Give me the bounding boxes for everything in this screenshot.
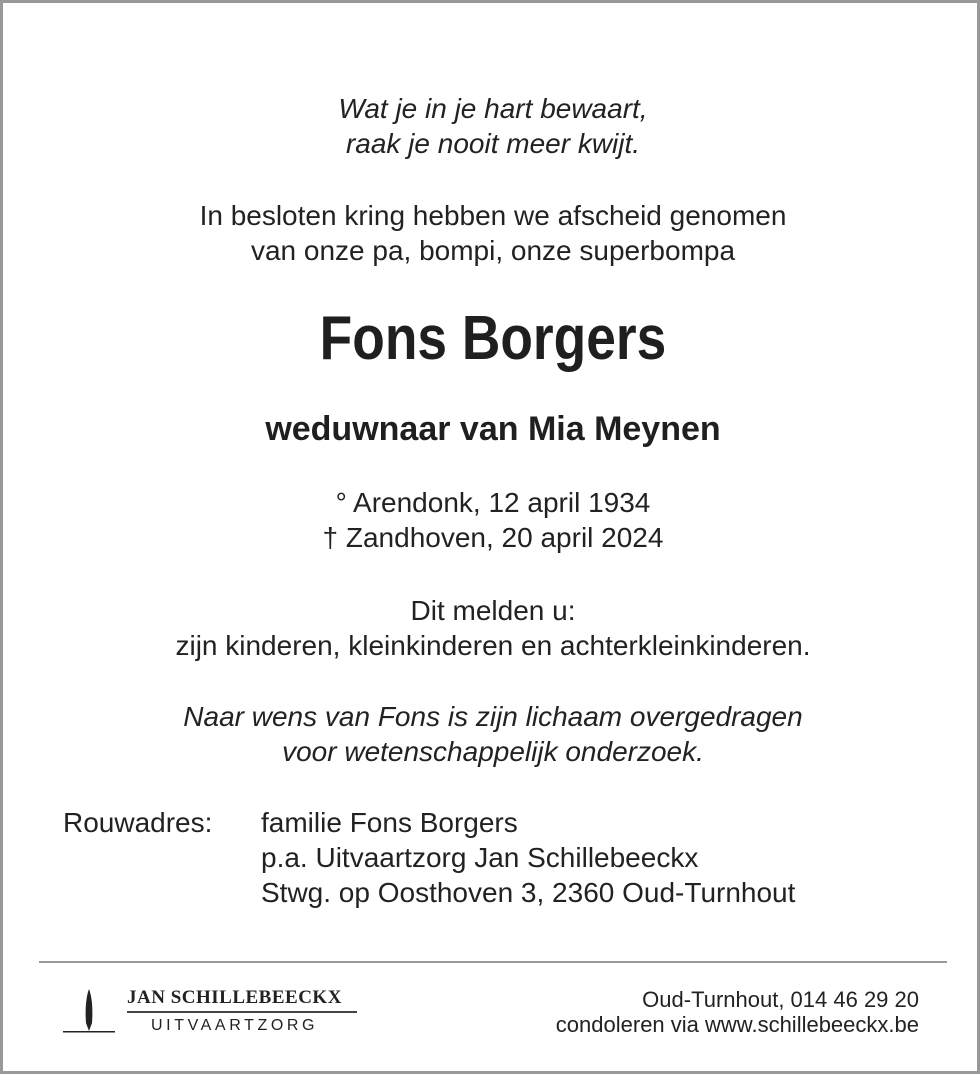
contact-info — [556, 987, 919, 1037]
address-line-1: familie Fons Borgers — [261, 807, 518, 838]
quote-line-1: Wat je in je hart bewaart, — [338, 93, 648, 124]
address-block — [261, 805, 795, 910]
quote-line-2: raak je nooit meer kwijt. — [345, 128, 641, 159]
company-subtitle: UITVAARTZORG — [151, 1017, 319, 1034]
footer-divider — [39, 961, 947, 963]
announcement — [3, 593, 980, 663]
logo-rule — [127, 1011, 357, 1013]
intro-line-2: van onze pa, bompi, onze superbompa — [250, 235, 736, 266]
announcement-line-1: Dit melden u: — [410, 595, 576, 626]
wish-line-2: voor wetenschappelijk onderzoek. — [282, 736, 704, 767]
address-line-2: p.a. Uitvaartzorg Jan Schillebeeckx — [261, 842, 699, 873]
final-wish — [3, 699, 980, 769]
deceased-name: Fons Borgers — [319, 304, 667, 373]
contact-website[interactable]: condoleren via www.schillebeeckx.be — [555, 1012, 919, 1037]
address-label: Rouwadres: — [63, 807, 213, 838]
wish-line-1: Naar wens van Fons is zijn lichaam overgedragen — [183, 701, 803, 732]
intro-line-1: In besloten kring hebben we afscheid genomen — [199, 200, 787, 231]
life-dates — [3, 485, 980, 555]
birth-line: ° Arendonk, 12 april 1934 — [335, 487, 651, 518]
contact-phone: Oud-Turnhout, 014 46 29 20 — [642, 987, 919, 1012]
memorial-quote — [3, 91, 980, 161]
company-name: JAN SCHILLEBEECKX — [127, 987, 342, 1008]
death-line: † Zandhoven, 20 april 2024 — [322, 522, 664, 553]
intro-text — [3, 198, 980, 268]
widower-of: weduwnaar van Mia Meynen — [265, 410, 721, 448]
address-line-3: Stwg. op Oosthoven 3, 2360 Oud-Turnhout — [261, 877, 796, 908]
cypress-tree-icon — [61, 987, 117, 1035]
announcement-line-2: zijn kinderen, kleinkinderen en achterkleinkinderen. — [175, 630, 811, 661]
